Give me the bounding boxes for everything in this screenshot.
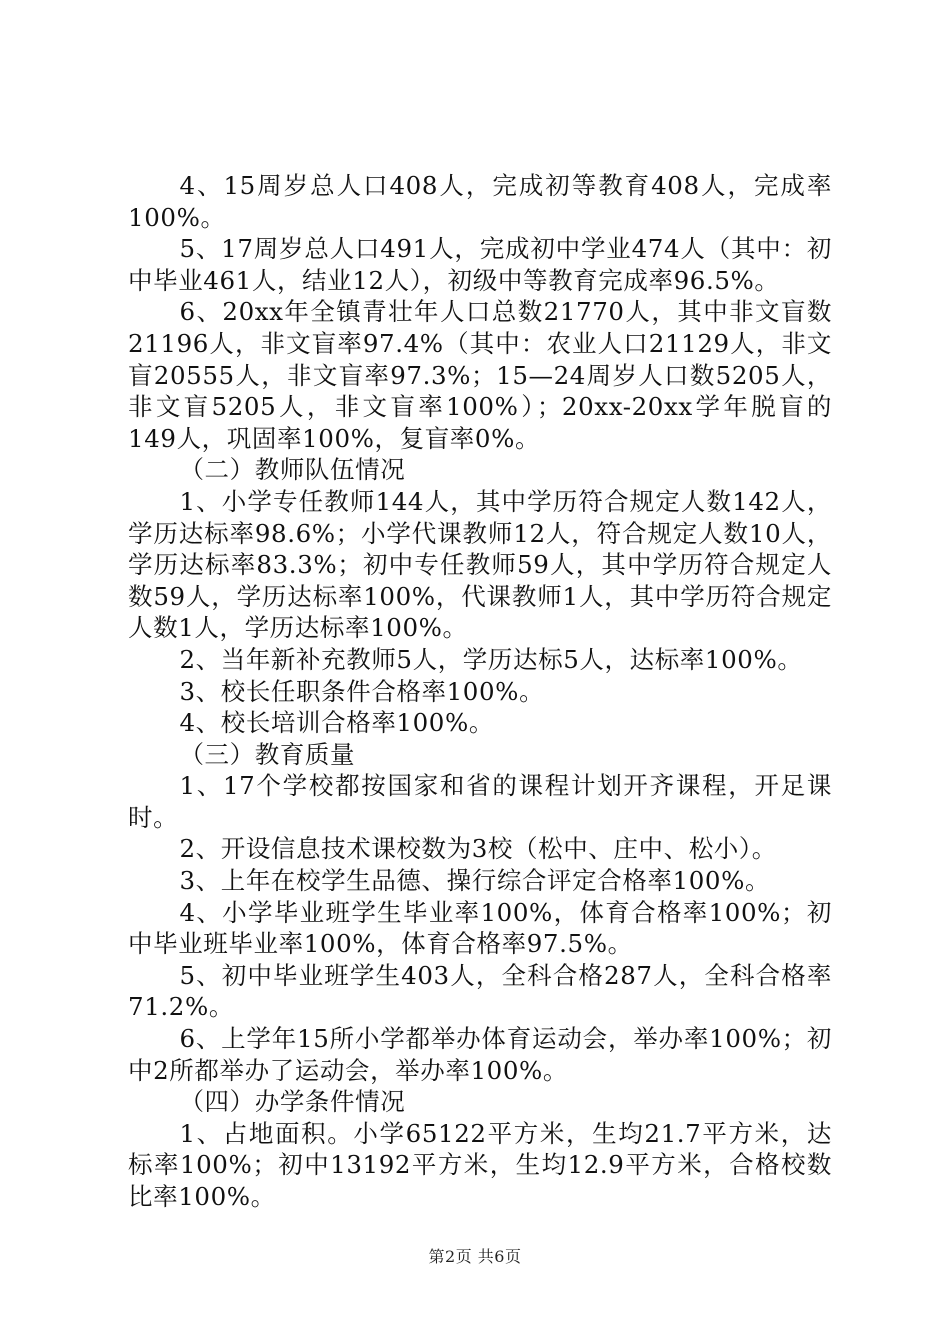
paragraph-quality-3: 3、上年在校学生品德、操行综合评定合格率100%。 (179, 866, 771, 896)
section-heading-teachers: （二）教师队伍情况 (179, 455, 406, 485)
section-heading-quality: （三）教育质量 (179, 739, 356, 769)
paragraph-quality-6: 6、上学年15所小学都举办体育运动会，举办率100%；初中2所都举办了运动会，举办率100%。 (128, 1024, 832, 1085)
document-body (128, 170, 832, 1213)
paragraph-item-5-completion: 5、17周岁总人口491人，完成初中学业474人（其中：初中毕业461人，结业12人），初级中等教育完成率96.5%。 (128, 234, 832, 295)
paragraph-teachers-3: 3、校长任职条件合格率100%。 (179, 676, 545, 706)
paragraph-item-4-completion: 4、15周岁总人口408人，完成初等教育408人，完成率100%。 (128, 171, 832, 232)
section-heading-conditions: （四）办学条件情况 (179, 1087, 406, 1117)
paragraph-conditions-1: 1、占地面积。小学65122平方米，生均21.7平方米，达标率100%；初中13192平方米，生均12.9平方米，合格校数比率100%。 (128, 1118, 832, 1211)
paragraph-teachers-1: 1、小学专任教师144人，其中学历符合规定人数142人，学历达标率98.6%；小学代课教师12人，符合规定人数10人，学历达标率83.3%；初中专任教师59人，其中学历符合规定人数59人，学历达标率100%，代课教师1人，其中学历符合规定人数1人，学历达标率100%。 (128, 486, 832, 643)
paragraph-quality-1: 1、17个学校都按国家和省的课程计划开齐课程，开足课时。 (128, 771, 832, 832)
paragraph-quality-5: 5、初中毕业班学生403人，全科合格287人，全科合格率71.2%。 (128, 960, 832, 1022)
paragraph-item-6-literacy: 6、20xx年全镇青壮年人口总数21770人，其中非文盲数21196人，非文盲率97.4%（其中：农业人口21129人，非文盲20555人，非文盲率97.3%；15—24周岁人口数5205人，非文盲5205人，非文盲率100%）；20xx-20xx学年脱盲的149人，巩固率100%，复盲率0%。 (128, 297, 832, 453)
paragraph-quality-2: 2、开设信息技术课校数为3校（松中、庄中、松小）。 (179, 834, 777, 864)
page-number-footer: 第2页 共6页 (428, 1247, 522, 1266)
paragraph-teachers-2: 2、当年新补充教师5人，学历达标5人，达标率100%。 (179, 644, 803, 674)
paragraph-quality-4: 4、小学毕业班学生毕业率100%，体育合格率100%；初中毕业班毕业率100%，体育合格率97.5%。 (128, 897, 832, 959)
paragraph-teachers-4: 4、校长培训合格率100%。 (179, 708, 494, 738)
